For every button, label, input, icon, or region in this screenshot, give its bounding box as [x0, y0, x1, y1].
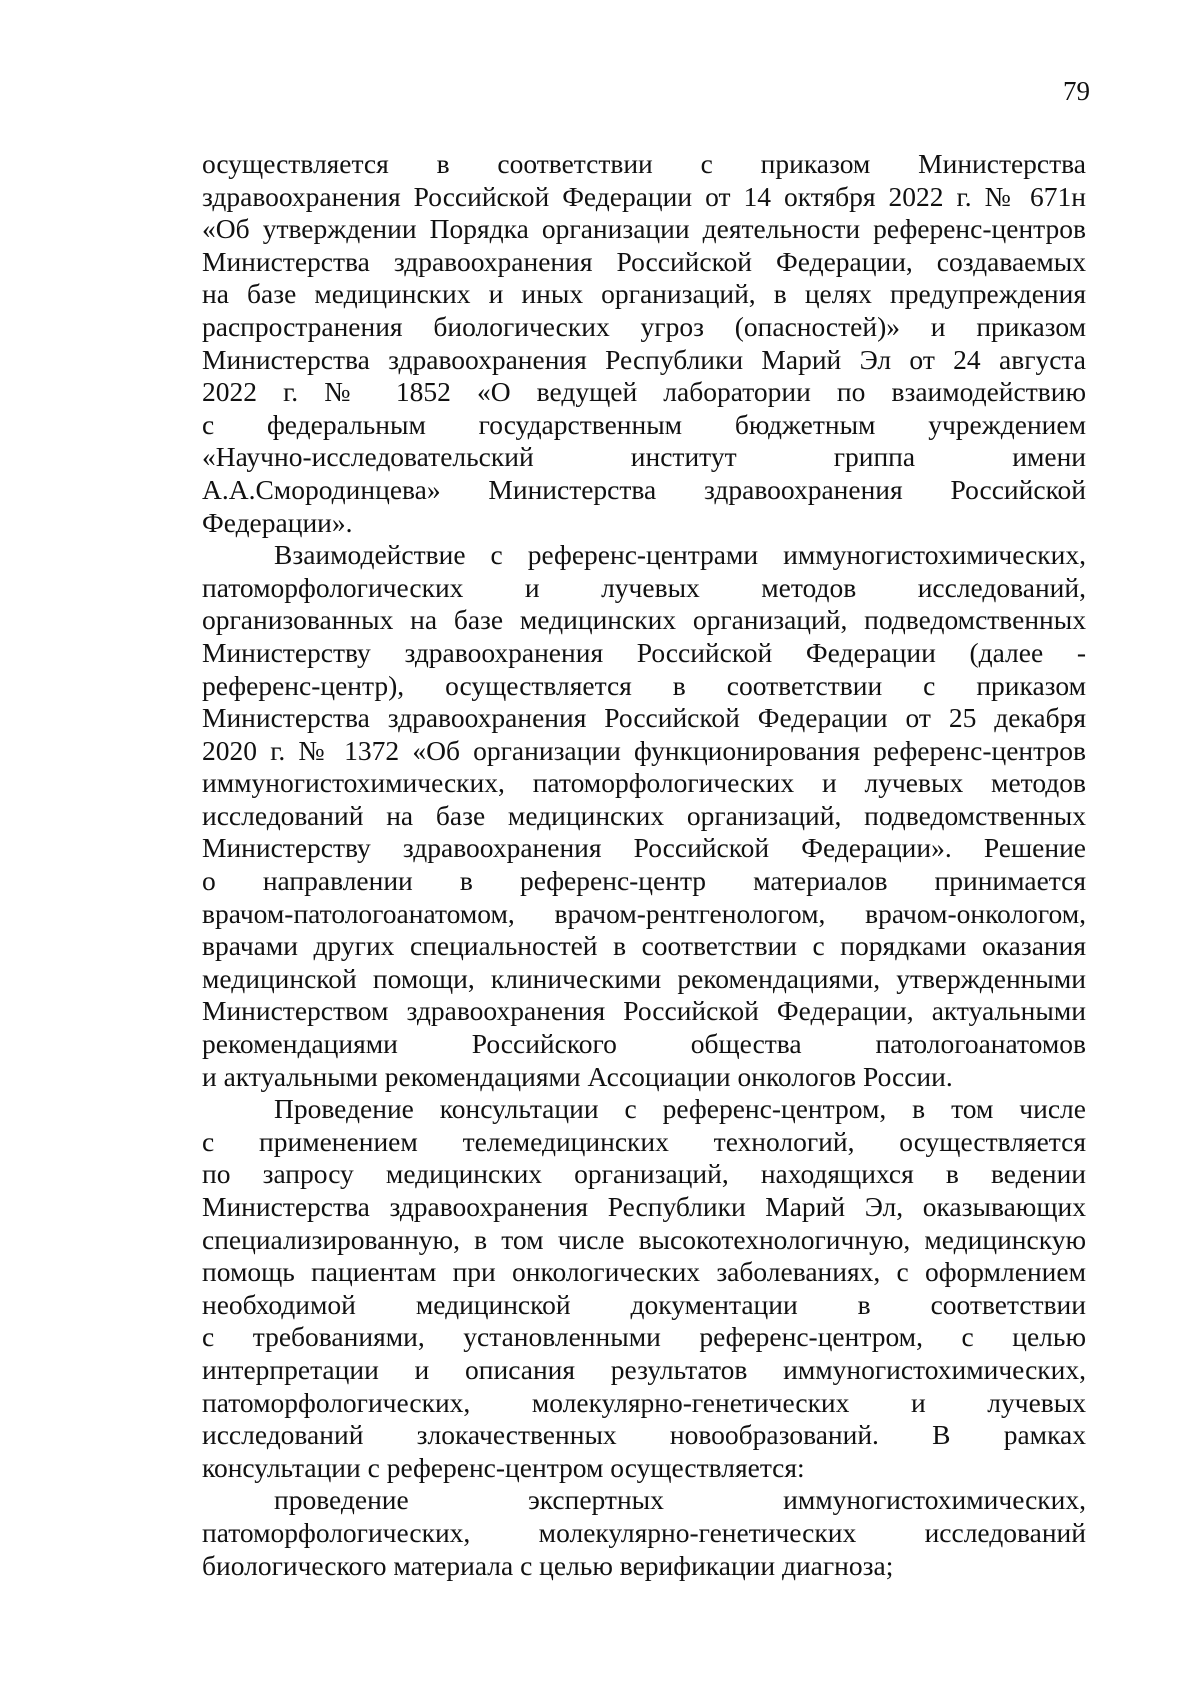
text-line: А.А.Смородинцева» Министерства здравоохранения Российской — [202, 473, 1086, 505]
text-line: медицинской помощи, клиническими рекомендациями, утвержденными — [202, 962, 1086, 994]
text-line: организованных на базе медицинских организаций, подведомственных — [202, 604, 1086, 636]
text-line: патоморфологических, молекулярно-генетических исследований — [202, 1516, 1086, 1548]
text-line: специализированную, в том числе высокотехнологичную, медицинскую — [202, 1223, 1086, 1255]
text-line: врачами других специальностей в соответствии с порядками оказания — [202, 930, 1086, 962]
paragraph — [202, 539, 1086, 1093]
paragraph — [202, 148, 1086, 539]
text-line: патоморфологических и лучевых методов исследований, — [202, 571, 1086, 603]
text-line: рекомендациями Российского общества патологоанатомов — [202, 1028, 1086, 1060]
text-line: Министерства здравоохранения Российской Федерации от 25 декабря — [202, 702, 1086, 734]
text-line: биологического материала с целью верификации диагноза; — [202, 1549, 894, 1581]
text-line: Министерству здравоохранения Российской Федерации (далее - — [202, 636, 1086, 668]
document-body — [202, 148, 1086, 1582]
text-line: 2022 г. № 1852 «О ведущей лаборатории по взаимодействию — [202, 376, 1086, 408]
text-line: с федеральным государственным бюджетным учреждением — [202, 408, 1086, 440]
text-line: помощь пациентам при онкологических заболеваниях, с оформлением — [202, 1256, 1086, 1288]
text-line: с применением телемедицинских технологий, осуществляется — [202, 1125, 1086, 1157]
text-line: Проведение консультации с референс-центром, в том числе — [274, 1093, 1086, 1125]
text-line: консультации с референс-центром осуществляется: — [202, 1451, 805, 1483]
text-line: «Научно-исследовательский институт гриппа имени — [202, 441, 1086, 473]
text-line: распространения биологических угроз (опасностей)» и приказом — [202, 310, 1086, 342]
text-line: необходимой медицинской документации в соответствии — [202, 1288, 1086, 1320]
text-line: по запросу медицинских организаций, находящихся в ведении — [202, 1158, 1086, 1190]
text-line: Министерства здравоохранения Республики Марий Эл, оказывающих — [202, 1191, 1086, 1222]
text-line: исследований на базе медицинских организаций, подведомственных — [202, 799, 1086, 831]
text-line: на базе медицинских и иных организаций, в целях предупреждения — [202, 278, 1086, 310]
text-line: Министерства здравоохранения Республики Марий Эл от 24 августа — [202, 343, 1086, 375]
text-line: Министерством здравоохранения Российской Федерации, актуальными — [202, 995, 1086, 1027]
text-line: исследований злокачественных новообразований. В рамках — [202, 1419, 1086, 1451]
text-line: референс-центр), осуществляется в соответствии с приказом — [202, 669, 1086, 701]
text-line: 2020 г. № 1372 «Об организации функционирования референс-центров — [202, 734, 1086, 766]
text-line: Взаимодействие с референс-центрами иммуногистохимических, — [274, 539, 1086, 571]
text-line: здравоохранения Российской Федерации от 14 октября 2022 г. № 671н — [202, 180, 1086, 212]
text-line: осуществляется в соответствии с приказом Министерства — [202, 148, 1086, 179]
text-line: проведение экспертных иммуногистохимических, — [274, 1484, 1086, 1516]
text-line: Министерству здравоохранения Российской Федерации». Решение — [202, 832, 1086, 864]
page-number: 79 — [1063, 76, 1090, 106]
text-line: Федерации». — [202, 506, 353, 538]
text-line: и актуальными рекомендациями Ассоциации онкологов России. — [202, 1060, 953, 1092]
text-line: с требованиями, установленными референс-центром, с целью — [202, 1321, 1086, 1353]
text-line: «Об утверждении Порядка организации деятельности референс-центров — [202, 213, 1086, 245]
text-line: патоморфологических, молекулярно-генетических и лучевых — [202, 1386, 1086, 1418]
paragraph — [202, 1093, 1086, 1484]
paragraph — [202, 1484, 1086, 1582]
text-line: о направлении в референс-центр материалов принимается — [202, 865, 1086, 897]
text-line: Министерства здравоохранения Российской Федерации, создаваемых — [202, 245, 1086, 277]
text-line: иммуногистохимических, патоморфологических и лучевых методов — [202, 767, 1086, 799]
text-line: интерпретации и описания результатов иммуногистохимических, — [202, 1353, 1086, 1385]
text-line: врачом-патологоанатомом, врачом-рентгенологом, врачом-онкологом, — [202, 897, 1086, 929]
